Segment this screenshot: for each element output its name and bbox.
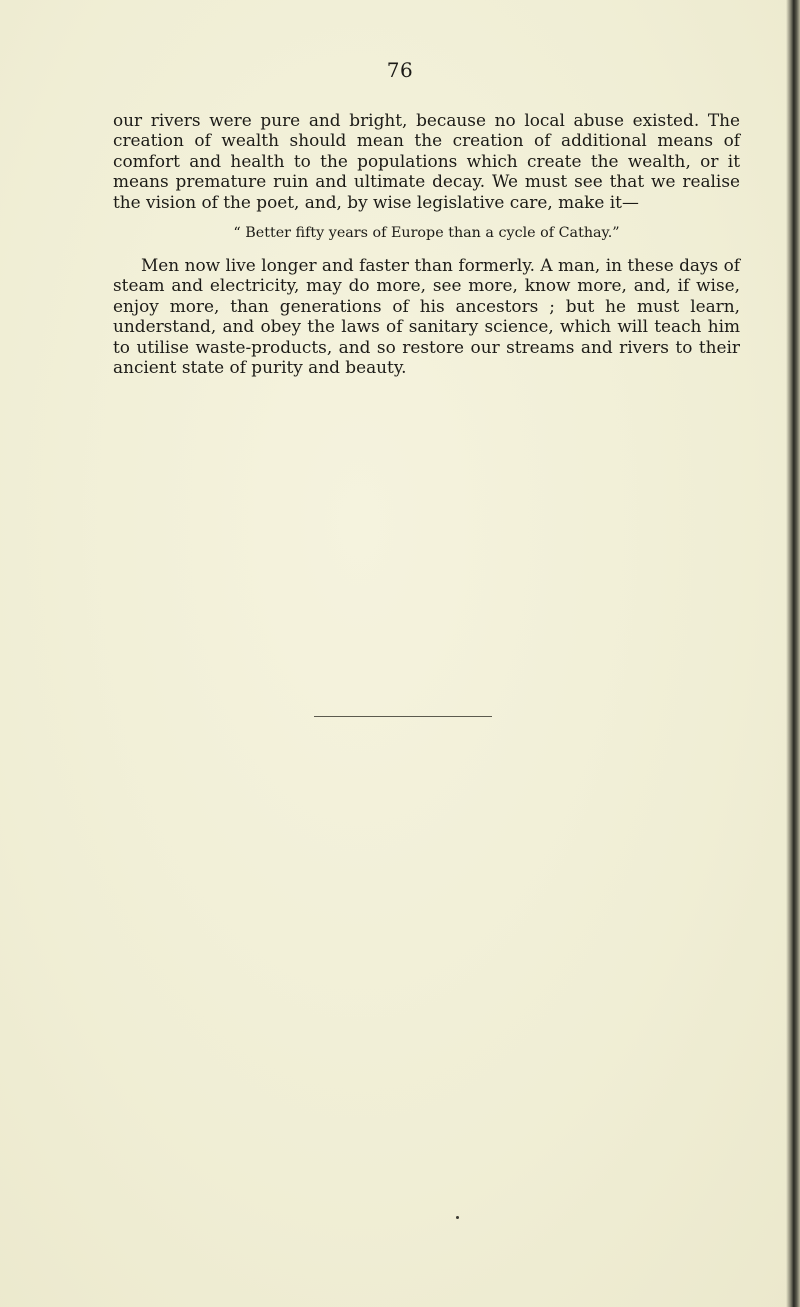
- paper-speck: [456, 1216, 459, 1219]
- paragraph-continuation: our rivers were pure and bright, because no local abuse existed. The creation of wealth should mean the creation of additional means of comfort and health to the populations which create the wealth, or it means premature ruin and ultimate decay. We must see that we realise the vision of the poet, and, by wise legislative care, make it—: [113, 110, 740, 212]
- body-text: [113, 110, 740, 377]
- poetic-quotation: “ Better fifty years of Europe than a cycle of Cathay.”: [233, 225, 620, 242]
- end-of-text-rule: [314, 716, 492, 717]
- page-binding-edge: [786, 0, 800, 1307]
- page-number: 76: [386, 58, 414, 82]
- paragraph-closing: Men now live longer and faster than formerly. A man, in these days of steam and electricity, may do more, see more, know more, and, if wise, enjoy more, than generations of his ancestors ; but he must learn, understand, and obey the laws of sanitary science, which will teach him to utilise waste-products, and so restore our streams and rivers to their ancient state of purity and beauty.: [113, 255, 740, 378]
